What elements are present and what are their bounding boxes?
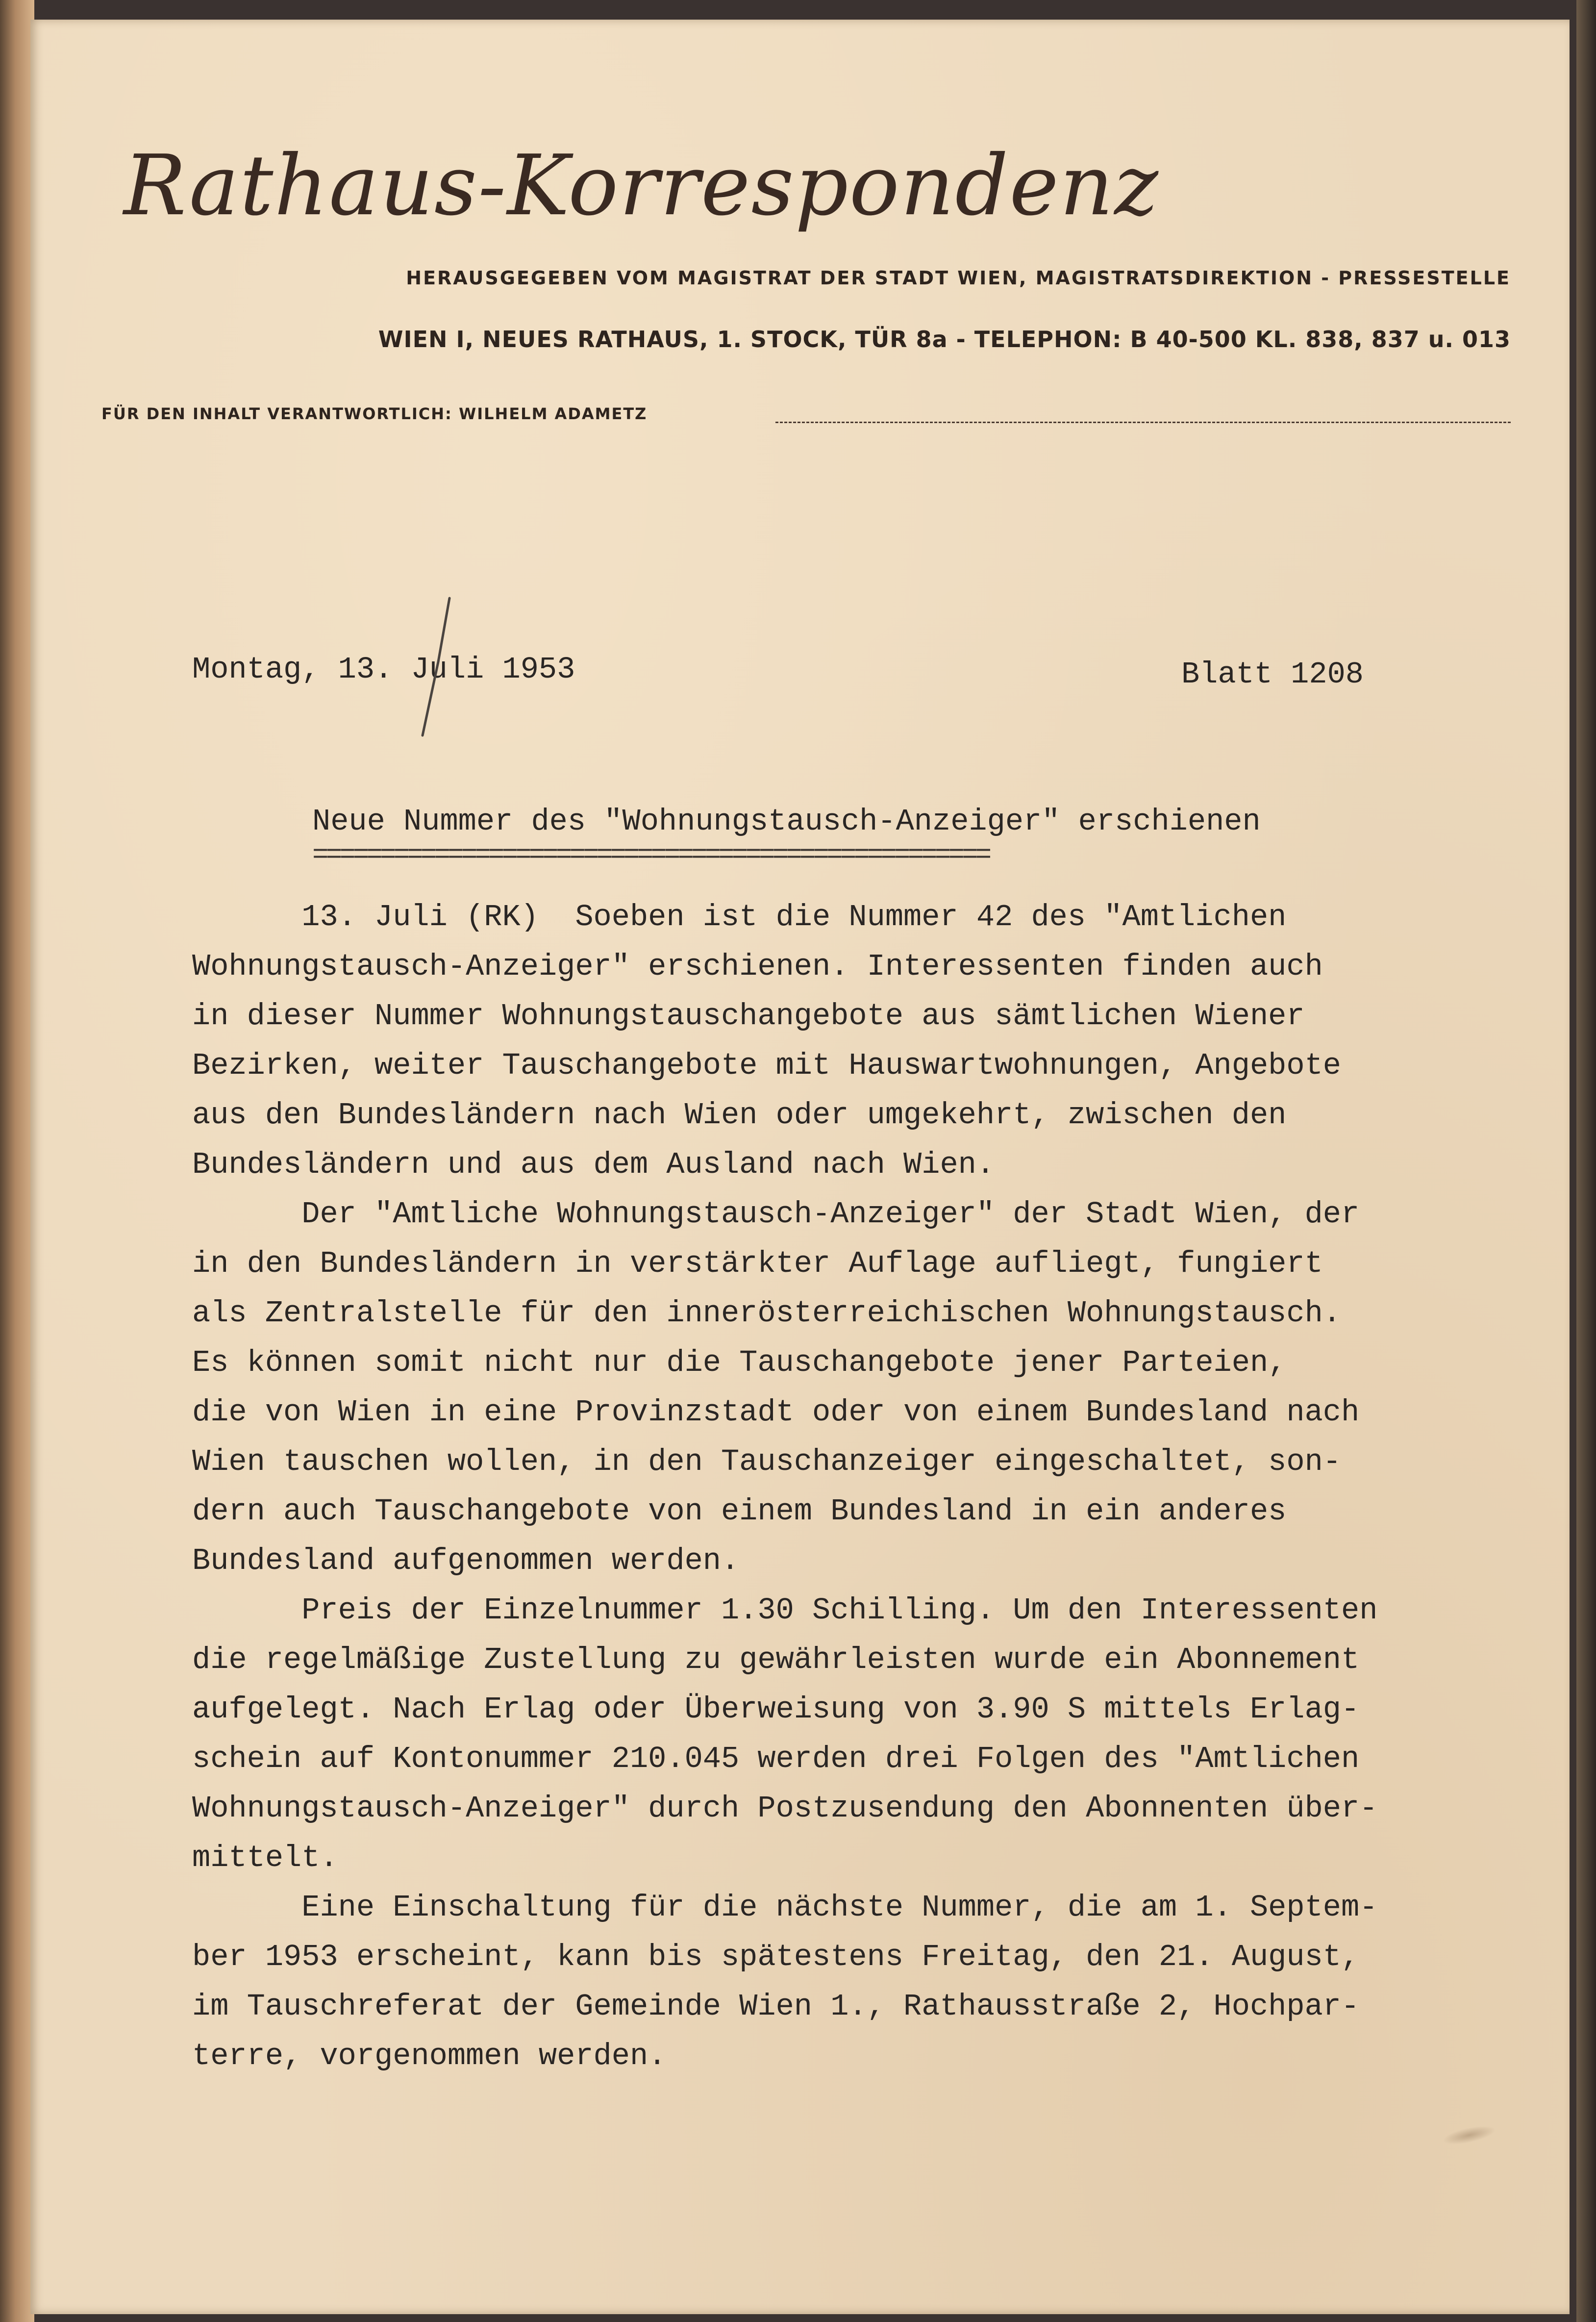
body-line: mittelt. xyxy=(192,1841,338,1875)
title-underline: ================================================== xyxy=(312,839,989,871)
body-line: im Tauschreferat der Gemeinde Wien 1., Rathausstraße 2, Hochpar- xyxy=(192,1989,1360,2024)
body-line: Bundesländern und aus dem Ausland nach Wien. xyxy=(192,1147,995,1182)
page-edge xyxy=(1576,0,1596,2322)
body-line: Bundesland aufgenommen werden. xyxy=(192,1543,740,1578)
date-text: Montag, 13. Juli 1953 xyxy=(192,652,575,687)
body-line: Eine Einschaltung für die nächste Nummer, die am 1. Septem- xyxy=(192,1890,1378,1925)
body-line: Der "Amtliche Wohnungstausch-Anzeiger" der Stadt Wien, der xyxy=(192,1197,1360,1232)
book-spine xyxy=(0,0,34,2322)
body-line: aufgelegt. Nach Erlag oder Überweisung von 3.90 S mittels Erlag- xyxy=(192,1692,1360,1727)
body-line: Bezirken, weiter Tauschangebote mit Hauswartwohnungen, Angebote xyxy=(192,1048,1341,1083)
body-line: Es können somit nicht nur die Tauschangebote jener Parteien, xyxy=(192,1345,1287,1380)
masthead-title: Rathaus-Korrespondenz xyxy=(124,137,1159,234)
divider-dashed xyxy=(775,422,1511,423)
body-line: in den Bundesländern in verstärkter Auflage aufliegt, fungiert xyxy=(192,1246,1323,1281)
body-line: schein auf Kontonummer 210.045 werden drei Folgen des "Amtlichen xyxy=(192,1742,1360,1776)
body-line: Preis der Einzelnummer 1.30 Schilling. Um den Interessenten xyxy=(192,1593,1378,1628)
body-line: die von Wien in eine Provinzstadt oder von einem Bundesland nach xyxy=(192,1395,1360,1430)
publisher-line: HERAUSGEGEBEN VOM MAGISTRAT DER STADT WIEN, MAGISTRATSDIREKTION - PRESSESTELLE xyxy=(406,267,1511,289)
responsible-line: FÜR DEN INHALT VERANTWORTLICH: WILHELM ADAMETZ xyxy=(101,404,648,423)
article-title: Neue Nummer des "Wohnungstausch-Anzeiger" erschienen xyxy=(312,804,1261,839)
body-line: ber 1953 erscheint, kann bis spätestens Freitag, den 21. August, xyxy=(192,1940,1360,1974)
body-line: in dieser Nummer Wohnungstauschangebote aus sämtlichen Wiener xyxy=(192,999,1305,1034)
document-page xyxy=(30,20,1570,2314)
body-line: als Zentralstelle für den innerösterreichischen Wohnungstausch. xyxy=(192,1296,1341,1331)
sheet-number: Blatt 1208 xyxy=(1181,657,1364,692)
body-line: terre, vorgenommen werden. xyxy=(192,2039,667,2073)
article-body xyxy=(192,892,1565,2081)
address-line: WIEN I, NEUES RATHAUS, 1. STOCK, TÜR 8a - TELEPHON: B 40-500 KL. 838, 837 u. 013 xyxy=(378,326,1511,353)
body-line: Wohnungstausch-Anzeiger" durch Postzusendung den Abonnenten über- xyxy=(192,1791,1378,1826)
body-line: aus den Bundesländern nach Wien oder umgekehrt, zwischen den xyxy=(192,1098,1287,1133)
body-line: die regelmäßige Zustellung zu gewährleisten wurde ein Abonnement xyxy=(192,1642,1360,1677)
pencil-stroke xyxy=(403,593,462,740)
body-line: 13. Juli (RK) Soeben ist die Nummer 42 des "Amtlichen xyxy=(192,900,1287,934)
ink-smudge xyxy=(1441,2122,1497,2148)
body-line: Wien tauschen wollen, in den Tauschanzeiger eingeschaltet, son- xyxy=(192,1444,1341,1479)
body-line: dern auch Tauschangebote von einem Bundesland in ein anderes xyxy=(192,1494,1287,1529)
body-line: Wohnungstausch-Anzeiger" erschienen. Interessenten finden auch xyxy=(192,949,1323,984)
